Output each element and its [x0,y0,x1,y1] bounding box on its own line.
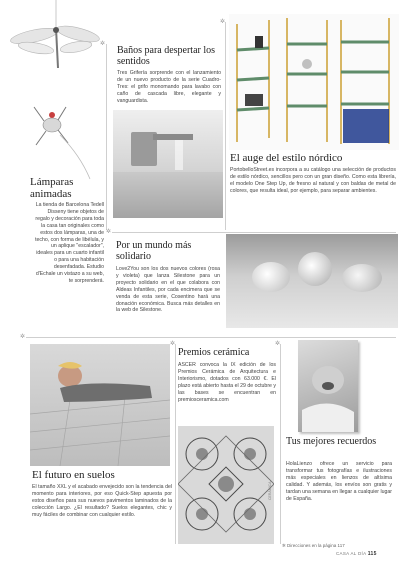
article-body: ASCER convoca la IX edición de los Premios Cerámica de Arquitectura e Interiorismo, dotados con 63.000 €. El plazo está abierto hasta el 29 de octubre y las bases se encuentran en premiosceramica.com [178,362,276,403]
row-divider [26,337,396,338]
star-ornament: ✲ [20,334,26,340]
photo-caption: CERÁMICA [268,481,272,500]
article-body: HolaLienzo ofrece un servicio para transformar tus fotografías e ilustraciones más especiales en lienzos de altísima calidad. Y además, los envíos son gratis y tardan una semana en llegar a cualquier lugar de España. [286,461,392,502]
article-body: Tres Grifería sorprende con el lanzamiento de un nuevo producto de la serie Cuadro-Tres: el grifo monomando para lavabo con caño de cascada libre, elegante y vanguardista. [117,70,221,104]
article-title: Premios cerámica [178,347,250,358]
star-ornament: ✲ [220,19,226,25]
star-ornament: ✲ [100,41,106,47]
countertop-photo [226,234,398,328]
column-divider [175,344,176,544]
article-title: El auge del estilo nórdico [230,152,343,164]
star-icon: ✲ [282,543,288,548]
column-divider [106,44,107,230]
article-body: Love2You son los dos nuevos colores (rosa y violeta) que lanza Silestone para un proyecto solidario en el que colabora con Aldeas Infantiles, por cada encimera que se venda de esta serie, Cosentino hará una donación económica. Busca más detalles en la web de Silestone. [116,266,220,314]
shelving-photo [229,14,399,150]
star-ornament: ✲ [170,341,176,347]
page-footer [336,551,377,557]
magazine-name: CASA AL DÍA [336,551,367,556]
climbing-lamp-image [30,95,105,180]
column-divider [225,22,226,230]
dragonfly-lamp-image [4,0,104,70]
article-title: Baños para despertar los sentidos [117,45,216,67]
column-divider [280,344,281,544]
row-divider [112,232,396,233]
article-body: La tienda de Barcelona Tedell Disseny tiene objetos de regalo y decoración para toda la casa tan originales como estos dos lámparas, una de techo, con forma de libélula, y un aplique "escalador", ideales para un cuarto infantil o para una habitación desenfadada. Estudio d'Echale un vistazo a su web, te sorprenderá. [35,202,104,284]
article-title: Tus mejores recuerdos [286,436,377,447]
baby-canvas-photo [298,340,358,432]
faucet-photo [113,110,223,218]
article-body: El tamaño XXL y el acabado envejecido son la tendencia del momento para interiores, por eso Quick-Step apuesta por estos diseños para sus nuevos pavimentos laminados de la colección Largo. ¿El resultado? Suelos elegantes, chic y muy fáciles de combinar con cualquier estilo. [32,484,172,518]
star-ornament: ✲ [275,341,281,347]
footer-note: ✲ Direcciones en la página 117 [282,543,345,548]
article-title: El futuro en suelos [32,469,115,481]
star-ornament: ✲ [106,229,112,235]
article-title: Por un mundo más solidario [116,240,192,262]
page-number: 115 [367,551,377,557]
article-body: PortobelloStreet.es incorpora a su catálogo una selección de productos de estilo nórdico, sencillos pero con un gran diseño. Como esta librería, el modelo One Step Up, de fresno al natural y con baldas de metal de colores, que resulta ideal, por ejemplo, para separar ambientes. [230,167,396,194]
floor-photo [30,344,170,466]
ceramic-tiles-photo [178,426,274,544]
article-title: Lámparas animadas [30,176,74,200]
